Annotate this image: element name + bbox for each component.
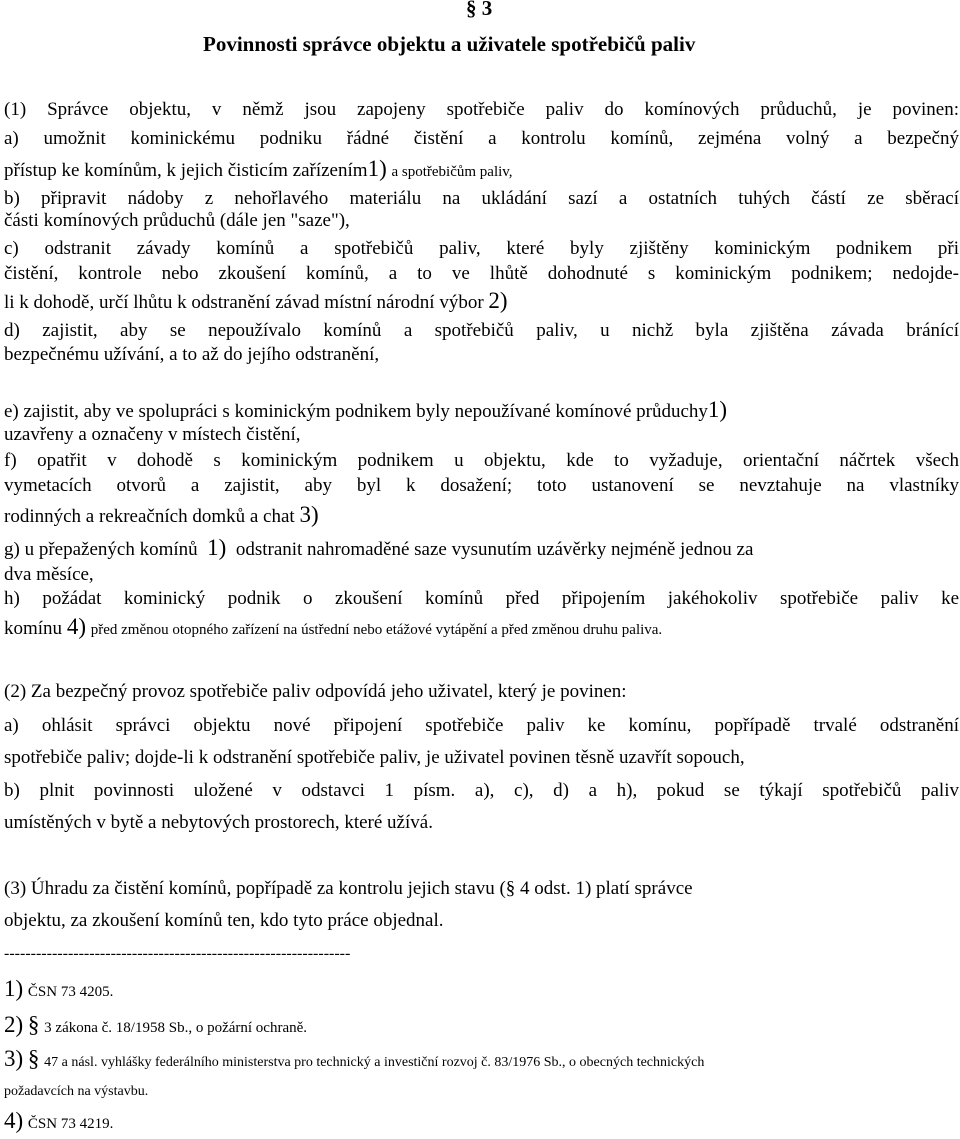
section-sign-icon: § [466,0,477,20]
p2-b-line1: b) plnit povinnosti uložené v odstavci 1 písm. a), c), d) a h), pokud se týkají spotřebičů paliv [4,780,959,801]
p1-f-line2: vymetacích otvorů a zajistit, aby byl k dosažení; toto ustanovení se nevztahuje na vlastníky [4,475,959,496]
p2-b-line2: umístěných v bytě a nebytových prostorech, které užívá. [4,812,433,833]
footnote-1 [4,977,113,1004]
footnote-ref-1c: 1) [207,535,227,560]
p3-line1-end: 4 odst. 1) platí správce [520,878,693,899]
p1-g-line2: dva měsíce, [4,564,94,585]
p1-a-line2-text: přístup ke komínům, k jejich čisticím zařízením [4,160,368,181]
p1-f-line1: f) opatřit v dohodě s kominickým podnikem u objektu, kde to vyžaduje, orientační náčrtek všech [4,450,959,471]
footnote-2 [4,1013,307,1040]
p3-line1-start: (3) Úhradu za čistění komínů, popřípadě za kontrolu jejich stavu ( [4,878,506,899]
footnote-ref-1: 1) [367,156,387,181]
footnote-1-number: 1) [4,976,24,1001]
footnote-3-cont: požadavcích na výstavbu. [4,1084,149,1099]
section-title: Povinnosti správce objektu a uživatele spotřebičů paliv [203,32,696,56]
footnote-4-number: 4) [4,1108,24,1133]
footnote-4 [4,1109,113,1136]
section-sign-icon: § [27,1046,40,1071]
footnote-3 [4,1047,704,1075]
p1-e-line2: uzavřeny a označeny v místech čistění, [4,424,301,445]
p1-e-line1-text: e) zajistit, aby ve spolupráci s kominickým podnikem byly nepoužívané komínové průduchy [4,401,708,422]
p1-e-line1 [4,398,727,424]
p1-c-line3-text: li k dohodě, určí lhůtu k odstranění závad místní národní výbor [4,292,484,313]
p1-d-line1: d) zajistit, aby se nepoužívalo komínů a spotřebičů paliv, u nichž byla zjištěna závada bránící [4,320,959,341]
p1-d-line2: bezpečnému užívání, a to až do jejího odstranění, [4,344,380,365]
p1-h-line2 [4,615,662,642]
footnote-3-number: 3) [4,1046,24,1071]
p2-intro: (2) Za bezpečný provoz spotřebiče paliv odpovídá jeho uživatel, který je povinen: [4,681,627,702]
p2-a-line1: a) ohlásit správci objektu nové připojení spotřebiče paliv ke komínu, popřípadě trvalé odstranění [4,715,959,736]
p1-c-line1: c) odstranit závady komínů a spotřebičů paliv, které byly zjištěny kominickým podnikem při [4,238,959,259]
footnote-ref-4: 4) [66,614,86,639]
p1-h-tail: před změnou otopného zařízení na ústřední nebo etážové vytápění a před změnou druhu paliva. [90,622,663,638]
footnote-3-text: 47 a násl. vyhlášky federálního ministerstva pro technický a investiční rozvoj č. 83/1976 Sb., o obecných technických [44,1055,705,1070]
footnote-2-number: 2) [4,1012,24,1037]
p1-c-line3 [4,289,508,315]
p1-f-line3 [4,503,319,529]
section-number-value: 3 [481,0,493,20]
p1-g-line1-end: odstranit nahromaděné saze vysunutím uzávěrky nejméně jednou za [235,539,754,560]
p1-h-line2-text: komínu [4,618,63,639]
footnote-ref-3: 3) [299,502,319,527]
section-sign-icon: § [505,878,516,899]
p3-line1 [4,877,693,901]
section-sign-icon: § [27,1012,40,1037]
p1-g-line1-start: g) u přepažených komínů [4,539,198,560]
section-number [466,0,492,20]
footnote-2-text: 3 zákona č. 18/1958 Sb., o požární ochraně. [44,1020,308,1036]
p1-f-line3-text: rodinných a rekreačních domků a chat [4,506,295,527]
p1-b-line2: části komínových průduchů (dále jen "saze"), [4,210,350,231]
p1-intro: (1) Správce objektu, v němž jsou zapojeny spotřebiče paliv do komínových průduchů, je povinen: [4,99,959,120]
footnote-ref-1b: 1) [707,397,728,422]
p1-a-line2 [4,157,513,184]
footnote-separator: ----------------------------------------------------------------- [4,945,351,962]
p1-c-line2: čistění, kontrole nebo zkoušení komínů, a to ve lhůtě dohodnuté s kominickým podnikem; nedojde- [4,263,959,284]
p3-line2: objektu, za zkoušení komínů ten, kdo tyto práce objednal. [4,910,444,931]
footnote-4-text: ČSN 73 4219. [27,1116,114,1132]
p1-a-line1: a) umožnit kominickému podniku řádné čistění a kontrolu komínů, zejména volný a bezpečný [4,128,959,149]
p1-b-line1: b) připravit nádoby z nehořlavého materiálu na ukládání sazí a ostatních tuhých částí ze sběrací [4,188,959,209]
p1-a-tail: a spotřebičům paliv, [391,164,513,180]
footnote-ref-2: 2) [488,288,508,313]
p1-h-line1: h) požádat kominický podnik o zkoušení komínů před připojením jakéhokoliv spotřebiče paliv ke [4,588,959,609]
p1-g-line1 [4,536,753,562]
footnote-1-text: ČSN 73 4205. [27,984,114,1000]
p2-a-line2: spotřebiče paliv; dojde-li k odstranění spotřebiče paliv, je uživatel povinen těsně uzavřít sopouch, [4,747,745,768]
